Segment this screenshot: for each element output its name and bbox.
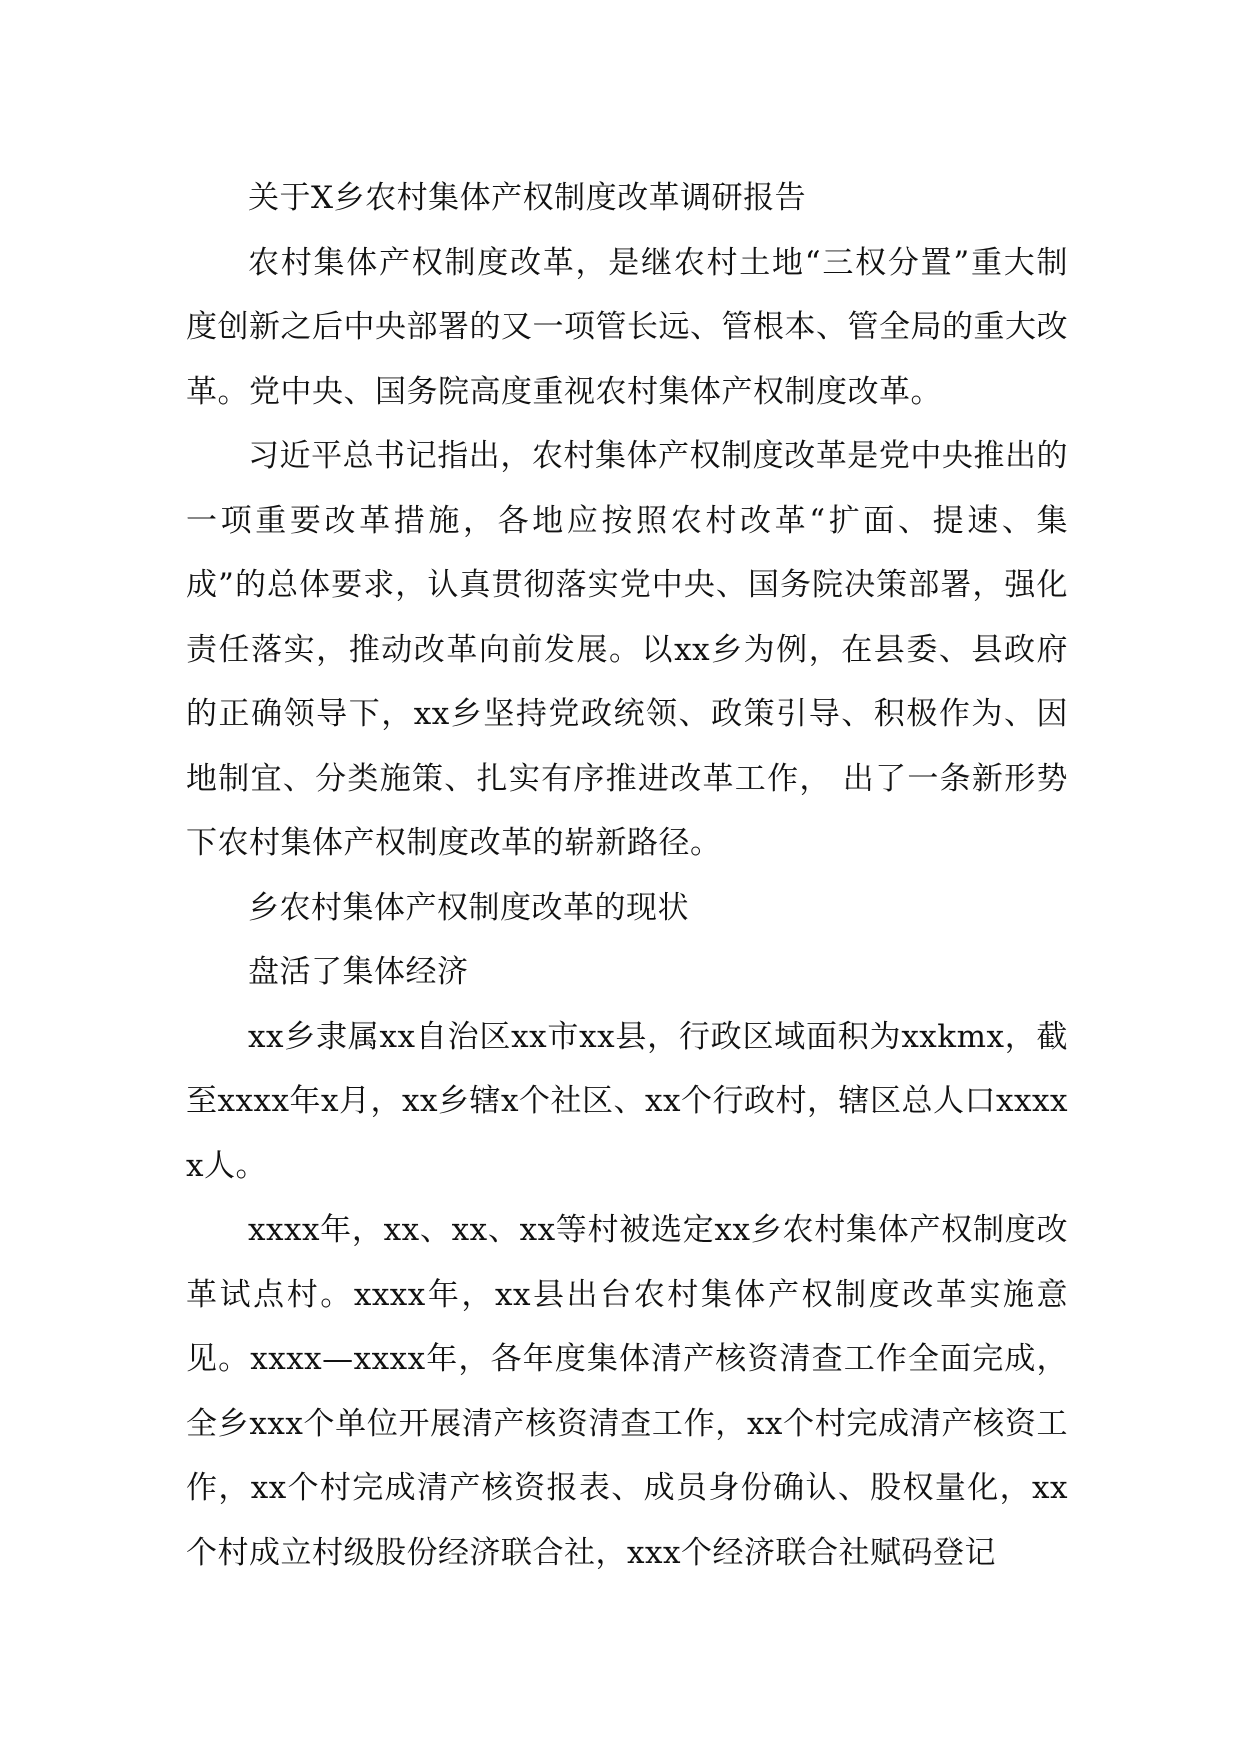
- section-heading: 乡农村集体产权制度改革的现状: [248, 889, 689, 926]
- document-body: [186, 166, 1068, 1585]
- document-title: 关于X乡农村集体产权制度改革调研报告: [248, 180, 807, 216]
- subsection-heading: 盘活了集体经济: [248, 954, 469, 990]
- section-paragraph-1: xx乡隶属xx自治区xx市xx县，行政区域面积为xxkmx，截至xxxx年x月，xx乡辖x个社区、xx个行政村，辖区总人口xxxxx人。: [186, 1018, 1068, 1184]
- section-paragraph-2: xxxx年，xx、xx、xx等村被选定xx乡农村集体产权制度改革试点村。xxxx年，xx县出台农村集体产权制度改革实施意见。xxxx—xxxx年，各年度集体清产核资清查工作全面完成，全乡xxx个单位开展清产核资清查工作，xx个村完成清产核资工作，xx个村完成清产核资报表、成员身份确认、股权量化，xx个村成立村级股份经济联合社，xxx个经济联合社赋码登记: [186, 1212, 1068, 1571]
- intro-paragraph-1: 农村集体产权制度改革，是继农村土地“三权分置”重大制度创新之后中央部署的又一项管长远、管根本、管全局的重大改革。党中央、国务院高度重视农村集体产权制度改革。: [186, 244, 1068, 410]
- intro-paragraph-2: 习近平总书记指出，农村集体产权制度改革是党中央推出的一项重要改革措施，各地应按照农村改革“扩面、提速、集成”的总体要求，认真贯彻落实党中央、国务院决策部署，强化责任落实，推动改革向前发展。以xx乡为例，在县委、县政府的正确领导下，xx乡坚持党政统领、政策引导、积极作为、因地制宜、分类施策、扎实有序推进改革工作， 出了一条新形势下农村集体产权制度改革的崭新路径。: [186, 438, 1068, 861]
